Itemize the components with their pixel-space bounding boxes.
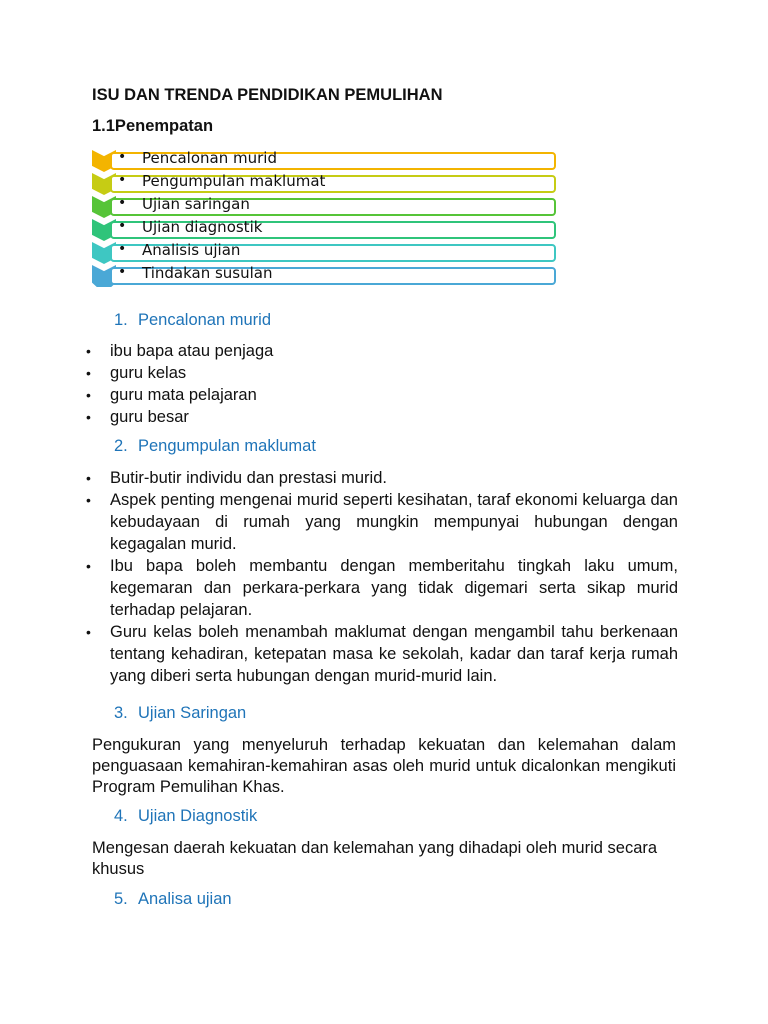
- list-item: [86, 555, 678, 621]
- section-number: 3.: [114, 704, 128, 722]
- section-title: Pencalonan murid: [138, 311, 271, 329]
- section-paragraph: Pengukuran yang menyeluruh terhadap kekuatan dan kelemahan dalam penguasaan kemahiran-kemahiran asas oleh murid untuk dicalonkan mengikuti Program Pemulihan Khas.: [92, 736, 676, 796]
- section-number: 2.: [114, 437, 128, 455]
- bullet: •: [118, 149, 127, 165]
- list-item-text: Butir-butir individu dan prestasi murid.: [110, 469, 387, 487]
- section-paragraph: Mengesan daerah kekuatan dan kelemahan yang dihadapi oleh murid secara khusus: [92, 839, 658, 878]
- process-step: [92, 265, 560, 287]
- list-item-text: guru kelas: [110, 364, 187, 382]
- section-heading: [114, 704, 246, 723]
- bullet: •: [86, 470, 91, 486]
- section-heading: [114, 437, 316, 456]
- bullet: •: [118, 172, 127, 188]
- list-item: [86, 467, 678, 489]
- page-title: ISU DAN TRENDA PENDIDIKAN PEMULIHAN: [92, 86, 443, 104]
- list-item: [86, 340, 678, 362]
- section-heading: [114, 807, 257, 826]
- bullet: •: [118, 264, 127, 280]
- section-subtitle: 1.1Penempatan: [92, 117, 214, 135]
- section-number: 4.: [114, 807, 128, 825]
- process-step: [92, 242, 560, 264]
- bullet: •: [86, 343, 91, 359]
- process-step-label: Ujian diagnostik: [142, 218, 263, 236]
- list-item-text: ibu bapa atau penjaga: [110, 342, 274, 360]
- process-step-label: Pencalonan murid: [142, 149, 277, 167]
- section-title: Analisa ujian: [138, 890, 232, 908]
- section-heading: [114, 890, 232, 909]
- bullet: •: [118, 241, 127, 257]
- list-item: [86, 362, 678, 384]
- process-step-label: Analisis ujian: [142, 241, 241, 259]
- process-step: [92, 150, 560, 172]
- process-step-label: Tindakan susulan: [142, 264, 273, 282]
- bullet: •: [86, 387, 91, 403]
- bullet-list: [86, 340, 678, 428]
- process-step: [92, 196, 560, 218]
- list-item-text: Ibu bapa boleh membantu dengan memberitahu tingkah laku umum, kegemaran dan perkara-perkara yang tidak digemari serta sikap murid terhadap pelajaran.: [110, 557, 678, 619]
- list-item-text: guru mata pelajaran: [110, 386, 257, 404]
- list-item: [86, 406, 678, 428]
- bullet: •: [86, 365, 91, 381]
- section-title: Ujian Saringan: [138, 704, 247, 722]
- list-item-text: Guru kelas boleh menambah maklumat dengan mengambil tahu berkenaan tentang kehadiran, ketepatan masa ke sekolah, kadar dan taraf kerja rumah yang diberi serta hubungan dengan murid-murid lain.: [110, 623, 678, 685]
- process-diagram: [92, 150, 560, 288]
- bullet-list: [86, 467, 678, 687]
- process-step: [92, 219, 560, 241]
- bullet: •: [86, 558, 91, 574]
- section-title: Ujian Diagnostik: [138, 807, 258, 825]
- process-step: [92, 173, 560, 195]
- bullet: •: [118, 195, 127, 211]
- section-title: Pengumpulan maklumat: [138, 437, 316, 455]
- section-number: 1.: [114, 311, 128, 329]
- list-item: [86, 489, 678, 555]
- section-heading: [114, 311, 271, 330]
- bullet: •: [86, 409, 91, 425]
- list-item-text: guru besar: [110, 408, 189, 426]
- list-item: [86, 384, 678, 406]
- list-item: [86, 621, 678, 687]
- section-number: 5.: [114, 890, 128, 908]
- bullet: •: [86, 492, 91, 508]
- process-step-label: Ujian saringan: [142, 195, 250, 213]
- list-item-text: Aspek penting mengenai murid seperti kesihatan, taraf ekonomi keluarga dan kebudayaan di rumah yang mungkin mempunyai hubungan dengan kegagalan murid.: [110, 491, 678, 553]
- process-step-label: Pengumpulan maklumat: [142, 172, 326, 190]
- bullet: •: [118, 218, 127, 234]
- bullet: •: [86, 624, 91, 640]
